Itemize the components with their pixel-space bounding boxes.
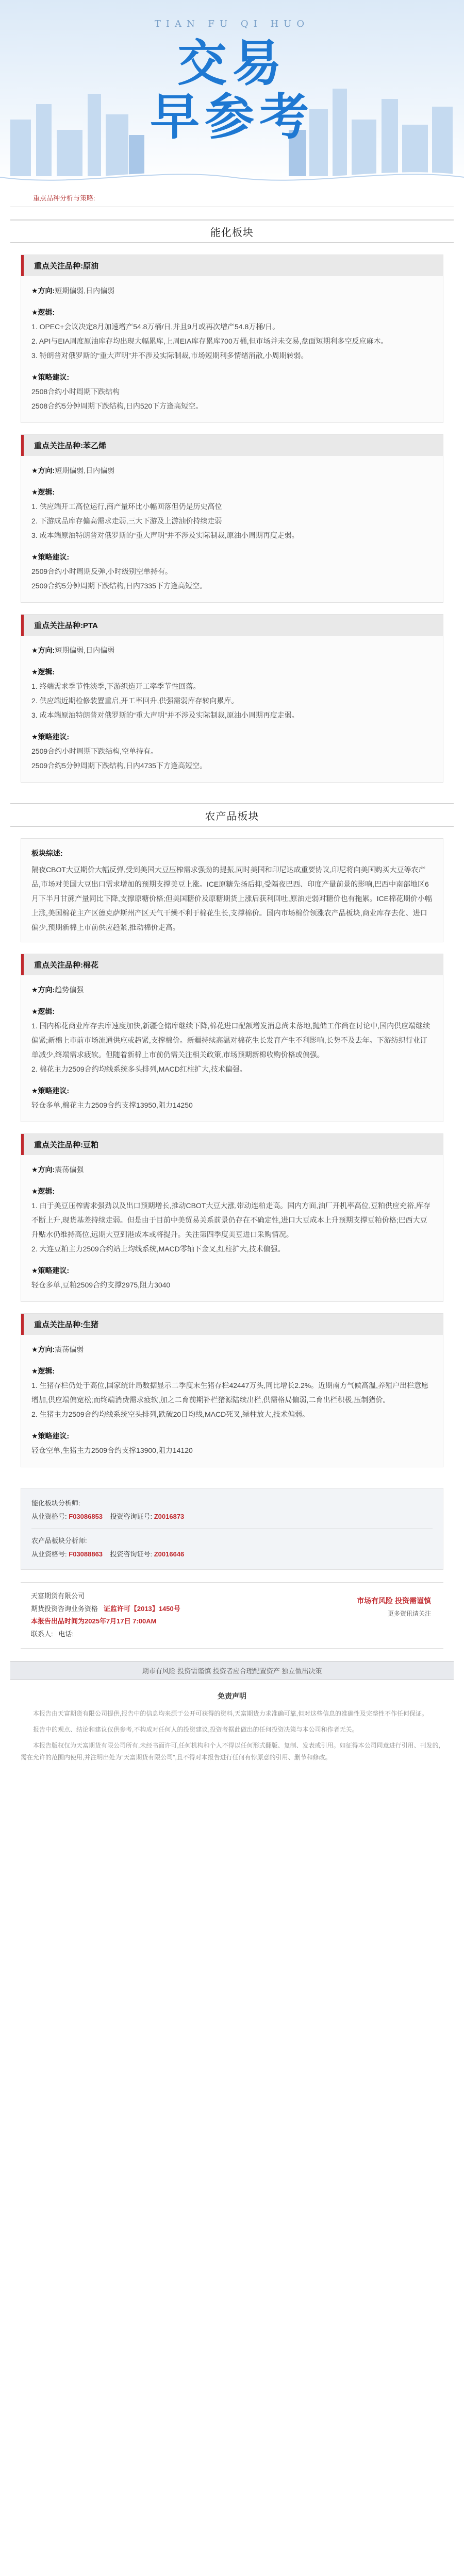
contact-right: [357, 1594, 431, 1619]
agri-cards: [0, 954, 464, 1467]
direction-row: [31, 643, 433, 657]
direction-label: ★方向:: [31, 646, 55, 654]
card-body: [21, 975, 443, 1122]
logic-item: 1. 终端需求季节性淡季,下游织造开工率季节性回落。: [31, 682, 201, 690]
company-qualification: 期货投资咨询业务资格: [31, 1604, 98, 1613]
report-tagline: 重点品种分析与策略:: [10, 185, 454, 207]
wave-decoration: [0, 165, 464, 185]
disclaimer: [21, 1689, 443, 1764]
report-time: 本报告出品时间为2025年7月17日 7:00AM: [31, 1617, 157, 1625]
direction-row: [31, 283, 433, 298]
follow-text: 更多资讯请关注: [387, 1609, 431, 1617]
section-title: 能化板块: [210, 227, 254, 239]
spacer: [31, 478, 433, 485]
spacer: [31, 1177, 433, 1184]
direction-row: [31, 1342, 433, 1357]
spacer: [31, 1357, 433, 1364]
variety-card: [21, 1313, 443, 1467]
logic-item: 3. 成本端原油特朗普对俄罗斯的“重大声明”并不涉及实际制裁,原油小周期再度走弱。: [31, 531, 299, 539]
strategy-item: 轻仓多单,棉花主力2509合约支撑13950,阻力14250: [31, 1101, 193, 1109]
spacer: [31, 657, 433, 665]
direction-value: 震荡偏强: [55, 1165, 84, 1174]
strategy-item: 2509合约5分钟周期下跌结构,日内7335下方逢高短空。: [31, 582, 207, 590]
strategy-label: ★策略建议:: [31, 553, 70, 561]
logo-line-2: 早参考: [150, 88, 314, 146]
logic-item: 1. 生猪存栏仍处于高位,国家统计局数据显示二季度末生猪存栏42447万头,同比增长2.2%。近期南方气候高温,养殖户出栏意愿增加,供应端偏宽松;而终端消费需求疲软,加之二育前期补栏猪源陆续出栏,供需格局偏弱,二育出栏积极,压制猪价。: [31, 1381, 429, 1404]
direction-value: 短期偏弱,日内偏弱: [55, 646, 115, 654]
variety-card: [21, 255, 443, 423]
header-banner: [0, 0, 464, 185]
logo-title: [0, 35, 464, 146]
strategy-label: ★策略建议:: [31, 373, 70, 381]
spacer: [31, 298, 433, 305]
strategy-label: ★策略建议:: [31, 1432, 70, 1440]
strategy-item: 2508合约5分钟周期下跌结构,日内520下方逢高短空。: [31, 402, 203, 410]
strategy-label: ★策略建议:: [31, 1087, 70, 1095]
license-label: 从业资格号:: [31, 1550, 67, 1558]
phone-label: 电话:: [58, 1630, 74, 1638]
logic-item: 2. API与EIA周度原油库存均出现大幅累库,上周EIA库存累库700万桶,但市场并未交易,盘面短期利多空反应麻木。: [31, 337, 388, 345]
strategy-item: 2509合约小时周期下跌结构,空单持有。: [31, 747, 158, 755]
risk-warning-bar: 期市有风险 投资需谨慎 投资者应合理配置资产 独立做出决策: [10, 1661, 454, 1680]
strategy-item: 轻仓空单,生猪主力2509合约支撑13900,阻力14120: [31, 1446, 193, 1454]
strategy-label: ★策略建议:: [31, 733, 70, 741]
card-title: 重点关注品种:棉花: [21, 954, 443, 975]
spacer: [31, 722, 433, 730]
section-header-agri: [10, 803, 454, 827]
strategy-item: 2509合约5分钟周期下跌结构,日内4735下方逢高短空。: [31, 761, 207, 770]
company-license: 证监许可【2013】1450号: [103, 1604, 180, 1613]
spacer: [31, 363, 433, 370]
company-name: 天富期货有限公司: [31, 1592, 85, 1600]
card-body: [21, 456, 443, 602]
logic-label: ★逻辑:: [31, 488, 55, 496]
logic-item: 3. 成本端原油特朗普对俄罗斯的“重大声明”并不涉及实际制裁,原油小周期再度走弱。: [31, 711, 299, 719]
analyst-energy-ids: [31, 1510, 433, 1523]
direction-label: ★方向:: [31, 466, 55, 474]
spacer: [31, 1076, 433, 1083]
direction-value: 短期偏弱,日内偏弱: [55, 286, 115, 295]
card-title: 重点关注品种:苯乙烯: [21, 435, 443, 456]
logic-item: 1. 供应端开工高位运行,商产量环比小幅回落但仍是历史高位: [31, 502, 222, 511]
consult-label: 投资咨询证号:: [110, 1513, 153, 1520]
consult-value: Z0016646: [154, 1550, 185, 1558]
direction-value: 短期偏弱,日内偏弱: [55, 466, 115, 474]
section-title: 农产品板块: [205, 810, 259, 822]
intro-text: 隔夜CBOT大豆期价大幅反弹,受到美国大豆压榨需求强劲的提振,同时美国和印尼达成重要协议,印尼将向美国购买大豆等农产品,市场对美国大豆出口需求增加的预期支撑美豆上涨。ICE原糖先扬后抑,受隔夜巴西、印度产量前景的影响,巴西中南部地区6月下半月甘蔗产量同比下降,支撑原糖价格;但美国糖价及原糖期货上涨后获利回吐,原油走弱对糖价也有拖累。ICE棉花期价小幅上涨,美国棉花主产区德克萨斯州产区天气干燥不利于棉花生长,支撑棉价。国内市场棉价领涨农产品板块,商业库存去化、进口偏少,预期新棉上市前供应趋紧,推动棉价走高。: [31, 866, 433, 931]
logo-subtitle: TIAN FU QI HUO: [154, 19, 310, 29]
disclaimer-body: [21, 1708, 443, 1763]
direction-row: [31, 463, 433, 478]
strategy-label: ★策略建议:: [31, 1266, 70, 1275]
intro-label: 板块综述:: [31, 849, 63, 857]
card-title: 重点关注品种:豆粕: [21, 1134, 443, 1155]
direction-row: [31, 982, 433, 997]
strategy-item: 轻仓多单,豆粕2509合约支撑2975,阻力3040: [31, 1281, 171, 1289]
card-title: 重点关注品种:原油: [21, 255, 443, 276]
analyst-agri-row: [31, 1534, 433, 1548]
spacer: [31, 1421, 433, 1429]
logic-item: 2. 下游成品库存偏高需求走弱,三大下游及上游油价持续走弱: [31, 517, 222, 525]
logic-label: ★逻辑:: [31, 308, 55, 316]
variety-card: [21, 954, 443, 1122]
card-title: 重点关注品种:PTA: [21, 615, 443, 636]
spacer: [31, 1256, 433, 1263]
analyst-info: [21, 1488, 443, 1570]
logic-item: 2. 大连豆粕主力2509合约站上均线系统,MACD零轴下金叉,红柱扩大,技术偏强。: [31, 1245, 285, 1253]
analyst-energy-label: 能化板块分析师:: [31, 1499, 80, 1507]
spacer: [31, 543, 433, 550]
analyst-energy-row: [31, 1497, 433, 1510]
strategy-item: 2508合约小时周期下跌结构: [31, 387, 120, 396]
license-label: 从业资格号:: [31, 1513, 67, 1520]
company-contact: [21, 1582, 443, 1649]
energy-cards: [0, 255, 464, 783]
consult-label: 投资咨询证号:: [110, 1550, 153, 1558]
logo-line-1: 交易: [177, 35, 287, 92]
logic-item: 1. OPEC+会议决定8月加速增产54.8万桶/日,并且9月或再次增产54.8万桶/日。: [31, 323, 280, 331]
variety-card: [21, 434, 443, 603]
direction-value: 震荡偏弱: [55, 1345, 84, 1353]
logic-item: 2. 供应端近期检修装置重启,开工率回升,供强需弱库存转向累库。: [31, 697, 239, 705]
card-body: [21, 276, 443, 422]
variety-card: [21, 1133, 443, 1302]
disclaimer-title: 免责声明: [218, 1691, 246, 1700]
direction-label: ★方向:: [31, 1345, 55, 1353]
direction-label: ★方向:: [31, 1165, 55, 1174]
contact-label: 联系人:: [31, 1630, 53, 1638]
logic-item: 2. 生猪主力2509合约均线系统空头排列,跌破20日均线,MACD死叉,绿柱放大,技术偏弱。: [31, 1410, 310, 1418]
card-body: [21, 1155, 443, 1301]
consult-value: Z0016873: [154, 1513, 185, 1520]
logic-item: 1. 由于美豆压榨需求强劲以及出口预期增长,推动CBOT大豆大涨,带动连粕走高。国内方面,油厂开机率高位,豆粕供应充裕,库存不断上升,现货基差持续走弱。但是由于目前中美贸易关系前景仍存在不确定性,进口大豆成本上升预期支撑豆粕价格;巴西大豆升贴水仍维持高位,远期大豆到港成本或将提升。关注第四季度美豆进口采购情况。: [31, 1201, 430, 1239]
logic-label: ★逻辑:: [31, 1187, 55, 1195]
logic-label: ★逻辑:: [31, 1007, 55, 1015]
variety-card: [21, 614, 443, 783]
direction-label: ★方向:: [31, 286, 55, 295]
disclaimer-paragraph: 报告中的观点、结论和建议仅供参考,不构成对任何人的投资建议,投资者据此做出的任何投资决策与本公司和作者无关。: [33, 1726, 358, 1734]
card-body: [21, 636, 443, 782]
disclaimer-paragraph: 本报告由天富期货有限公司提供,报告中的信息均来源于公开可获得的资料,天富期货力求准确可靠,但对这些信息的准确性及完整性不作任何保证。: [33, 1710, 428, 1718]
strategy-item: 2509合约小时周期反弹,小时级别空单持有。: [31, 567, 173, 575]
direction-row: [31, 1162, 433, 1177]
license-value: F03088863: [69, 1550, 103, 1558]
direction-value: 趋势偏强: [55, 986, 84, 994]
card-title: 重点关注品种:生猪: [21, 1314, 443, 1335]
logic-label: ★逻辑:: [31, 668, 55, 676]
logic-item: 2. 棉花主力2509合约均线系统多头排列,MACD红柱扩大,技术偏强。: [31, 1065, 247, 1073]
direction-label: ★方向:: [31, 986, 55, 994]
section-header-energy: [10, 219, 454, 243]
analyst-agri-label: 农产品板块分析师:: [31, 1537, 87, 1545]
license-value: F03086853: [69, 1513, 103, 1520]
logic-item: 1. 国内棉花商业库存去库速度加快,新疆仓储库继续下降,棉花进口配额增发消息尚未落地,抛储工作尚在讨论中,国内供应端继续偏紧;新棉上市前市场流通供应或趋紧,支撑棉价。新疆持续高温对棉花生长发育产生不利影响,长势不及去年。下游纺织行业订单减少,终端需求疲软。但随着新棉上市前仍需关注相关政策,市场预期新棉收购价格或偏强。: [31, 1022, 430, 1059]
logic-label: ★逻辑:: [31, 1367, 55, 1375]
logic-item: 3. 特朗普对俄罗斯的“重大声明”并不涉及实际制裁,市场短期利多情绪消散,小周期转弱。: [31, 351, 308, 360]
spacer: [31, 997, 433, 1004]
agri-intro: [21, 838, 443, 942]
card-body: [21, 1335, 443, 1467]
analyst-agri-ids: [31, 1548, 433, 1561]
disclaimer-paragraph: 本报告版权仅为天富期货有限公司所有,未经书面许可,任何机构和个人不得以任何形式翻版、复制、发表或引用。如征得本公司同意进行引用、刊发的,需在允许的范围内使用,并注明出处为“天富期货有限公司”,且不得对本报告进行任何有悖原意的引用、删节和修改。: [21, 1741, 441, 1761]
risk-slogan: 市场有风险 投资需谨慎: [357, 1597, 431, 1605]
